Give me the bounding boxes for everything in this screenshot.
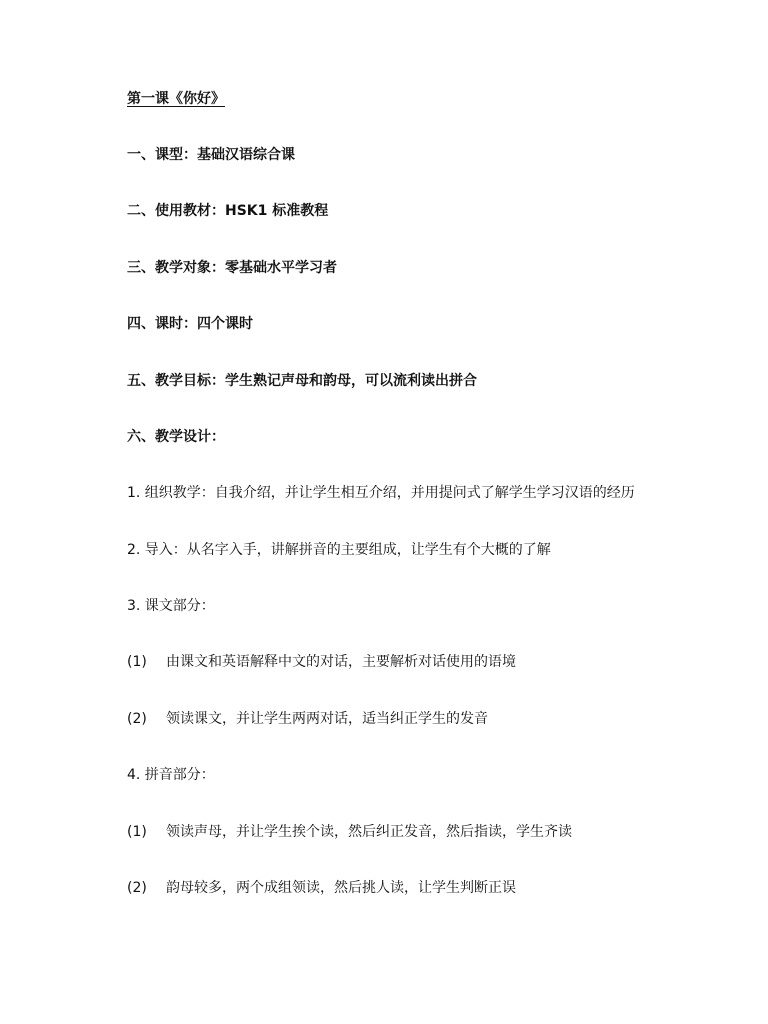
list-item-text: 领读声母，并让学生挨个读，然后纠正发音，然后指读，学生齐读 bbox=[166, 824, 572, 840]
list-item-text: 韵母较多，两个成组领读，然后挑人读，让学生判断正误 bbox=[166, 880, 516, 896]
list-item-text: 由课文和英语解释中文的对话，主要解析对话使用的语境 bbox=[166, 654, 516, 670]
step-pinyin-section: 4. 拼音部分： bbox=[127, 767, 215, 783]
list-item-number: (2) bbox=[127, 880, 147, 896]
step-organize: 1. 组织教学：自我介绍，并让学生相互介绍，并用提问式了解学生学习汉语的经历 bbox=[127, 485, 635, 501]
heading-class-hours: 四、课时：四个课时 bbox=[127, 316, 253, 332]
heading-course-type: 一、课型：基础汉语综合课 bbox=[127, 147, 295, 163]
list-item-number: (2) bbox=[127, 711, 147, 727]
heading-design: 六、教学设计： bbox=[127, 429, 225, 445]
list-item-number: (1) bbox=[127, 824, 147, 840]
list-item-text: 领读课文，并让学生两两对话，适当纠正学生的发音 bbox=[166, 711, 488, 727]
heading-objectives: 五、教学目标：学生熟记声母和韵母，可以流利读出拼合 bbox=[127, 373, 477, 389]
list-item-number: (1) bbox=[127, 654, 147, 670]
heading-audience: 三、教学对象：零基础水平学习者 bbox=[127, 260, 337, 276]
step-text-section: 3. 课文部分： bbox=[127, 598, 215, 614]
heading-textbook: 二、使用教材：HSK1 标准教程 bbox=[127, 203, 329, 219]
step-intro: 2. 导入：从名字入手，讲解拼音的主要组成，让学生有个大概的了解 bbox=[127, 542, 551, 558]
lesson-title: 第一课《你好》 bbox=[127, 91, 225, 107]
